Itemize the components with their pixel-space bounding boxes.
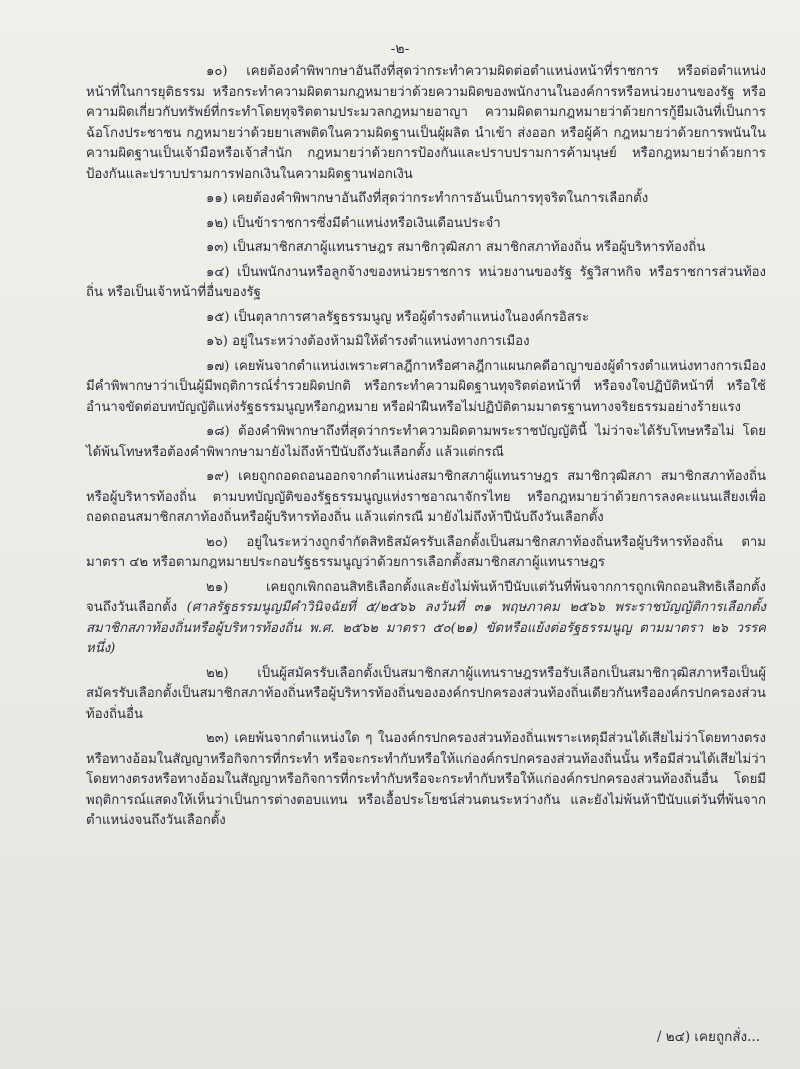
paragraph-14: ๑๔) เป็นพนักงานหรือลูกจ้างของหน่วยราชการ หน่วยงานของรัฐ รัฐวิสาหกิจ หรือราชการส่วนท้องถิ่น หรือเป็นเจ้าหน้าที่อื่นของรัฐ [86,264,766,300]
paragraph-11: ๑๑) เคยต้องคำพิพากษาอันถึงที่สุดว่ากระทำการอันเป็นการทุจริตในการเลือกตั้ง [206,191,649,206]
paragraph-23: ๒๓) เคยพ้นจากตำแหน่งใด ๆ ในองค์กรปกครองส่วนท้องถิ่นเพราะเหตุมีส่วนได้เสียไม่ว่าโดยทางตรงหรือทางอ้อมในสัญญาหรือกิจการที่กระทำ หรือจะกระทำกับหรือให้แก่องค์กรปกครองส่วนท้องถิ่นนั้น หรือมีส่วนได้เสียไม่ว่าโดยทางตรงหรือทางอ้อมในสัญญาหรือกิจการที่กระทำกับหรือจะกระทำกับหรือให้แก่องค์กรปกครองส่วนท้องถิ่นอื่น โดยมีพฤติการณ์แสดงให้เห็นว่าเป็นการต่างตอบแทน หรือเอื้อประโยชน์ส่วนตนระหว่างกัน และยังไม่พ้นห้าปีนับแต่วันที่พ้นจากตำแหน่งจนถึงวันเลือกตั้ง [86,731,766,828]
paragraph-12: ๑๒) เป็นข้าราชการซึ่งมีตำแหน่งหรือเงินเดือนประจำ [206,215,501,231]
paragraph-16: ๑๖) อยู่ในระหว่างต้องห้ามมิให้ดำรงตำแหน่งทางการเมือง [206,334,530,349]
paragraph-19: ๑๙) เคยถูกถอดถอนออกจากตำแหน่งสมาชิกสภาผู้แทนราษฎร สมาชิกวุฒิสภา สมาชิกสภาท้องถิ่นหรือผู้บริหารท้องถิ่น ตามบทบัญญัติของรัฐธรรมนูญแห่งราชอาณาจักรไทย หรือกฎหมายว่าด้วยการลงคะแนนเสียงเพื่อถอดถอนสมาชิกสภาท้องถิ่นหรือผู้บริหารท้องถิ่น แล้วแต่กรณี มายังไม่ถึงห้าปีนับถึงวันเลือกตั้ง [86,469,766,525]
paragraph-21-text: ๒๑) เคยถูกเพิกถอนสิทธิเลือกตั้งและยังไม่พ้นห้าปีนับแต่วันที่พ้นจากการถูกเพิกถอนสิทธิเลือกตั้ง จนถึงวันเลือกตั้ง [86,579,766,615]
continuation-note: / ๒๔) เคยถูกสั่ง... [656,1029,760,1045]
paragraph-20: ๒๐) อยู่ในระหว่างถูกจำกัดสิทธิสมัครรับเลือกตั้งเป็นสมาชิกสภาท้องถิ่นหรือผู้บริหารท้องถิ่น ตามมาตรา ๔๒ หรือตามกฎหมายประกอบรัฐธรรมนูญว่าด้วยการเลือกตั้งสมาชิกสภาผู้แทนราษฎร [86,534,766,570]
paragraph-10: ๑๐) เคยต้องคำพิพากษาอันถึงที่สุดว่ากระทำความผิดต่อตำแหน่งหน้าที่ราชการ หรือต่อตำแหน่งหน้าที่ในการยุติธรรม หรือกระทำความผิดตามกฎหมายว่าด้วยความผิดของพนักงานในองค์การหรือหน่วยงานของรัฐ หรือความผิดเกี่ยวกับทรัพย์ที่กระทำโดยทุจริตตามประมวลกฎหมายอาญา ความผิดตามกฎหมายว่าด้วยการกู้ยืมเงินที่เป็นการฉ้อโกงประชาชน กฎหมายว่าด้วยยาเสพติดในความผิดฐานเป็นผู้ผลิต นำเข้า ส่งออก หรือผู้ค้า กฎหมายว่าด้วยการพนันในความผิดฐานเป็นเจ้ามือหรือเจ้าสำนัก กฎหมายว่าด้วยการป้องกันและปราบปรามการค้ามนุษย์ หรือกฎหมายว่าด้วยการป้องกันและปราบปรามการฟอกเงินในความผิดฐานฟอกเงิน [86,64,766,182]
paragraph-22: ๒๒) เป็นผู้สมัครรับเลือกตั้งเป็นสมาชิกสภาผู้แทนราษฎรหรือรับเลือกเป็นสมาชิกวุฒิสภาหรือเป็นผู้สมัครรับเลือกตั้งเป็นสมาชิกสภาท้องถิ่นหรือผู้บริหารท้องถิ่นขององค์กรปกครองส่วนท้องถิ่นเดียวกันหรือองค์กรปกครองส่วนท้องถิ่นอื่น [86,665,766,722]
paragraph-21 [86,578,766,660]
paragraph-13: ๑๓) เป็นสมาชิกสภาผู้แทนราษฎร สมาชิกวุฒิสภา สมาชิกสภาท้องถิ่น หรือผู้บริหารท้องถิ่น [206,240,706,255]
paragraph-18: ๑๘) ต้องคำพิพากษาถึงที่สุดว่ากระทำความผิดตามพระราชบัญญัตินี้ ไม่ว่าจะได้รับโทษหรือไม่ โดยได้พ้นโทษหรือต้องคำพิพากษามายังไม่ถึงห้าปีนับถึงวันเลือกตั้ง แล้วแต่กรณี [86,424,766,460]
paragraph-17: ๑๗) เคยพ้นจากตำแหน่งเพราะศาลฎีกาหรือศาลฎีกาแผนกคดีอาญาของผู้ดำรงตำแหน่งทางการเมือง มีคำพิพากษาว่าเป็นผู้มีพฤติการณ์ร่ำรวยผิดปกติ หรือกระทำความผิดฐานทุจริตต่อหน้าที่ หรือจงใจปฏิบัติหน้าที่ หรือใช้อำนาจขัดต่อบทบัญญัติแห่งรัฐธรรมนูญหรือกฎหมาย หรือฝ่าฝืนหรือไม่ปฏิบัติตามมาตรฐานทางจริยธรรมอย่างร้ายแรง [86,358,766,415]
court-ruling-note: (ศาลรัฐธรรมนูญมีคำวินิจฉัยที่ ๕/๒๕๖๖ ลงวันที่ ๓๑ พฤษภาคม ๒๕๖๖ พระราชบัญญัติการเลือกตั้งสมาชิกสภาท้องถิ่นหรือผู้บริหารท้องถิ่น พ.ศ. ๒๕๖๒ มาตรา ๕๐(๒๑) ขัดหรือแย้งต่อรัฐธรรมนูญ ตามมาตรา ๒๖ วรรคหนึ่ง) [86,600,766,656]
paragraph-15: ๑๕) เป็นตุลาการศาลรัฐธรรมนูญ หรือผู้ดำรงตำแหน่งในองค์กรอิสระ [206,309,590,325]
document-body [86,62,766,836]
page-number: -๒- [390,41,410,57]
